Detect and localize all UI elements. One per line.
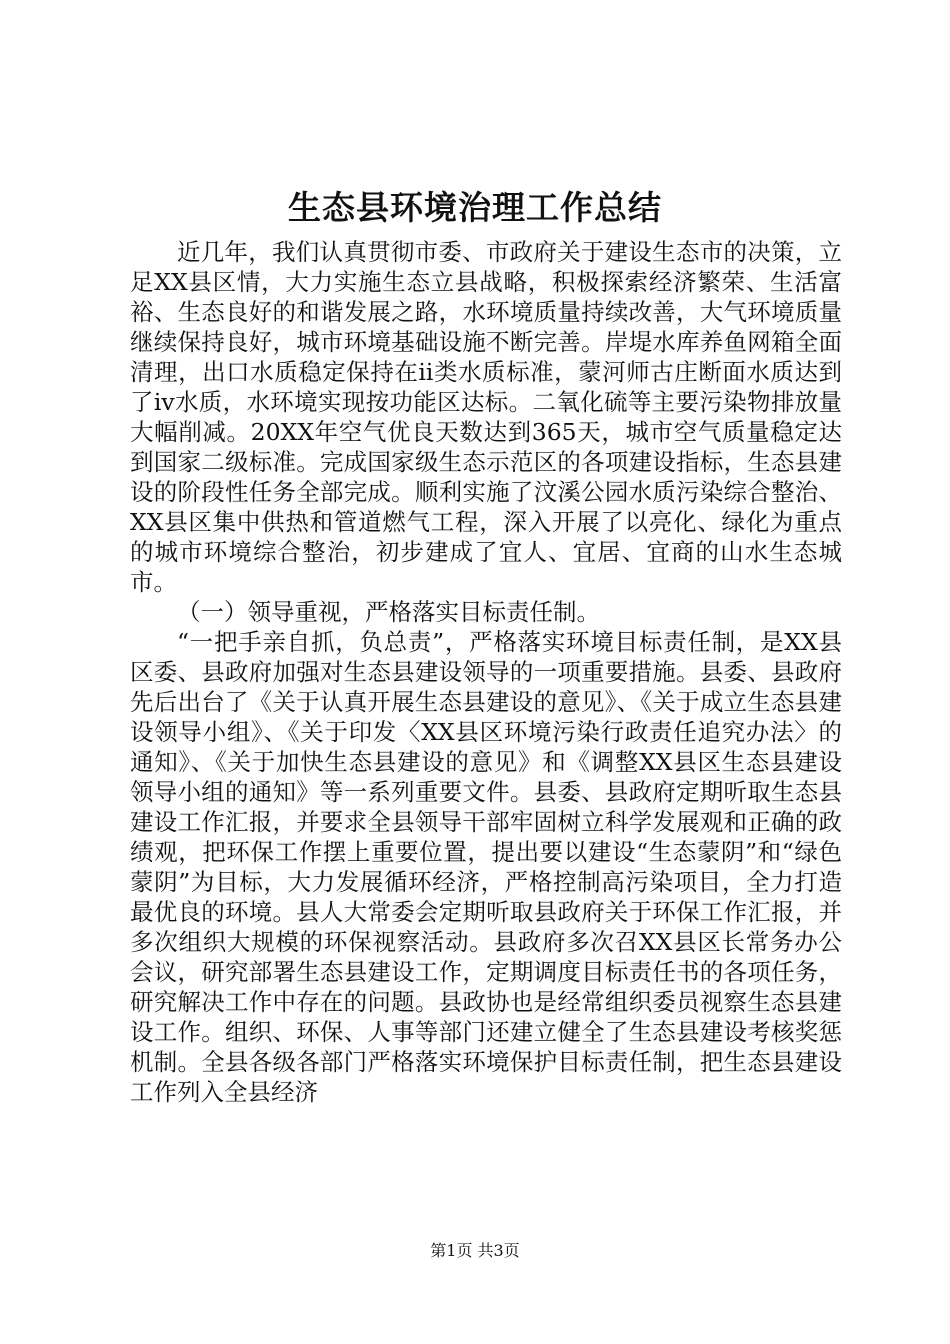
document-body xyxy=(130,237,842,1107)
paragraph-section-1: “一把手亲自抓，负总责”，严格落实环境目标责任制，是XX县区委、县政府加强对生态县建设领导的一项重要措施。县委、县政府先后出台了《关于认真开展生态县建设的意见》、《关于成立生态县建设领导小组》、《关于印发〈XX县区环境污染行政责任追究办法〉的通知》、《关于加快生态县建设的意见》和《调整XX县区生态县建设领导小组的通知》等一系列重要文件。县委、县政府定期听取生态县建设工作汇报，并要求全县领导干部牢固树立科学发展观和正确的政绩观，把环保工作摆上重要位置，提出要以建设“生态蒙阴”和“绿色蒙阴”为目标，大力发展循环经济，严格控制高污染项目，全力打造最优良的环境。县人大常委会定期听取县政府关于环保工作汇报，并多次组织大规模的环保视察活动。县政府多次召XX县区长常务办公会议，研究部署生态县建设工作，定期调度目标责任书的各项任务，研究解决工作中存在的问题。县政协也是经常组织委员视察生态县建设工作。组织、环保、人事等部门还建立健全了生态县建设考核奖惩机制。全县各级各部门严格落实环境保护目标责任制，把生态县建设工作列入全县经济 xyxy=(130,628,842,1106)
paragraph-intro: 近几年，我们认真贯彻市委、市政府关于建设生态市的决策，立足XX县区情，大力实施生态立县战略，积极探索经济繁荣、生活富裕、生态良好的和谐发展之路，水环境质量持续改善，大气环境质量继续保持良好，城市环境基础设施不断完善。岸堤水库养鱼网箱全面清理，出口水质稳定保持在ii类水质标准，蒙河师古庄断面水质达到了iv水质，水环境实现按功能区达标。二氧化硫等主要污染物排放量大幅削减。20XX年空气优良天数达到365天，城市空气质量稳定达到国家二级标准。完成国家级生态示范区的各项建设指标，生态县建设的阶段性任务全部完成。顺利实施了汶溪公园水质污染综合整治、XX县区集中供热和管道燃气工程，深入开展了以亮化、绿化为重点的城市环境综合整治，初步建成了宜人、宜居、宜商的山水生态城市。 xyxy=(130,238,842,596)
document-title: 生态县环境治理工作总结 xyxy=(288,188,662,227)
section-heading-1: （一）领导重视，严格落实目标责任制。 xyxy=(177,598,600,626)
page-footer: 第1页 共3页 xyxy=(430,1241,520,1260)
